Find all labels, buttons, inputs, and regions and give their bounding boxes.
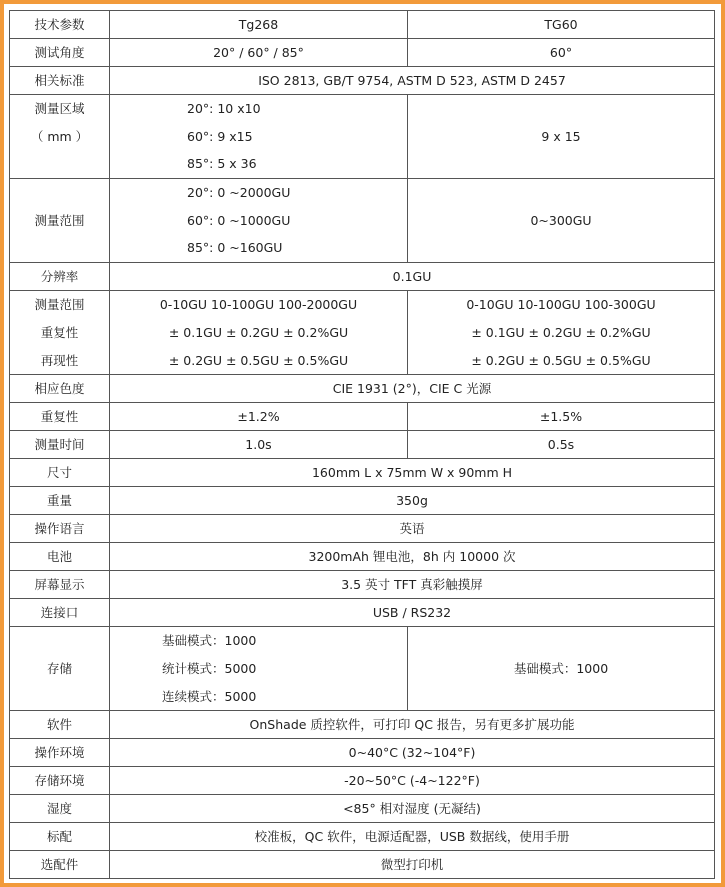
- standard-value: ISO 2813, GB/T 9754, ASTM D 523, ASTM D 2457: [110, 67, 715, 95]
- repeat-a: [110, 291, 408, 375]
- table-row-humidity: [10, 795, 715, 823]
- optional-label: 选配件: [10, 851, 110, 879]
- repeat-label-line-1: 测量范围: [34, 297, 85, 313]
- standard-label: 相关标准: [10, 67, 110, 95]
- table-row-header: [10, 11, 715, 39]
- storage-a-line-1: 基础模式：1000: [162, 633, 257, 649]
- table-row-resolution: [10, 263, 715, 291]
- header-model-a: Tg268: [110, 11, 408, 39]
- table-row-software: [10, 711, 715, 739]
- port-value: USB / RS232: [110, 599, 715, 627]
- table-row-standard: [10, 67, 715, 95]
- range-a: [110, 179, 408, 263]
- repeat-a-line-1: 0-10GU 10-100GU 100-2000GU: [159, 297, 358, 313]
- area-label-line-1: 测量区域: [34, 101, 85, 116]
- repeatability-a: ±1.2%: [110, 403, 408, 431]
- software-value: OnShade 质控软件，可打印 QC 报告，另有更多扩展功能: [110, 711, 715, 739]
- table-row-repeatability: [10, 403, 715, 431]
- repeat-b: [408, 291, 715, 375]
- range-a-line-2: 60°: 0 ~1000GU: [187, 212, 291, 228]
- battery-value: 3200mAh 锂电池，8h 内 10000 次: [110, 543, 715, 571]
- software-label: 软件: [10, 711, 110, 739]
- storage-label: 存储: [10, 627, 110, 711]
- area-a: [110, 95, 408, 179]
- range-b: 0~300GU: [408, 179, 715, 263]
- standard-acc-label: 标配: [10, 823, 110, 851]
- op-env-value: 0~40°C (32~104°F): [110, 739, 715, 767]
- table-row-color: [10, 375, 715, 403]
- table-row-battery: [10, 543, 715, 571]
- repeat-label: [10, 291, 110, 375]
- standard-acc-value: 校准板，QC 软件，电源适配器，USB 数据线，使用手册: [110, 823, 715, 851]
- storage-b: 基础模式：1000: [408, 627, 715, 711]
- screen-value: 3.5 英寸 TFT 真彩触摸屏: [110, 571, 715, 599]
- port-label: 连接口: [10, 599, 110, 627]
- language-value: 英语: [110, 515, 715, 543]
- table-row-time: [10, 431, 715, 459]
- storage-a-line-3: 连续模式：5000: [162, 688, 257, 704]
- table-row-storage: [10, 627, 715, 711]
- area-a-line-3: 85°: 5 x 36: [187, 156, 257, 172]
- table-row-language: [10, 515, 715, 543]
- storage-a-line-2: 统计模式：5000: [162, 660, 257, 676]
- area-label: [10, 95, 110, 179]
- time-b: 0.5s: [408, 431, 715, 459]
- repeat-label-line-3: 再现性: [40, 352, 79, 368]
- range-a-line-1: 20°: 0 ~2000GU: [187, 185, 291, 201]
- range-label: 测量范围: [10, 179, 110, 263]
- table-row-weight: [10, 487, 715, 515]
- spec-table: [9, 10, 715, 879]
- area-a-line-1: 20°: 10 x10: [187, 101, 261, 116]
- screen-label: 屏幕显示: [10, 571, 110, 599]
- angle-a: 20° / 60° / 85°: [110, 39, 408, 67]
- store-env-label: 存储环境: [10, 767, 110, 795]
- area-a-line-2: 60°: 9 x15: [187, 128, 253, 144]
- resolution-value: 0.1GU: [110, 263, 715, 291]
- area-b: 9 x 15: [408, 95, 715, 179]
- color-value: CIE 1931 (2°)，CIE C 光源: [110, 375, 715, 403]
- time-label: 测量时间: [10, 431, 110, 459]
- repeat-label-line-2: 重复性: [40, 324, 79, 340]
- table-row-screen: [10, 571, 715, 599]
- table-row-standard-acc: [10, 823, 715, 851]
- battery-label: 电池: [10, 543, 110, 571]
- repeat-b-line-1: 0-10GU 10-100GU 100-300GU: [466, 297, 656, 313]
- weight-label: 重量: [10, 487, 110, 515]
- area-label-line-2: （ mm ）: [30, 128, 89, 144]
- language-label: 操作语言: [10, 515, 110, 543]
- table-row-area: [10, 95, 715, 179]
- storage-a: [110, 627, 408, 711]
- repeatability-label: 重复性: [10, 403, 110, 431]
- repeat-b-line-2: ± 0.1GU ± 0.2GU ± 0.2%GU: [471, 324, 651, 340]
- repeat-b-line-3: ± 0.2GU ± 0.5GU ± 0.5%GU: [471, 352, 651, 368]
- repeat-a-line-3: ± 0.2GU ± 0.5GU ± 0.5%GU: [168, 352, 349, 368]
- table-row-angle: [10, 39, 715, 67]
- color-label: 相应色度: [10, 375, 110, 403]
- size-label: 尺寸: [10, 459, 110, 487]
- table-row-port: [10, 599, 715, 627]
- humidity-label: 湿度: [10, 795, 110, 823]
- angle-b: 60°: [408, 39, 715, 67]
- table-row-op-env: [10, 739, 715, 767]
- table-row-optional: [10, 851, 715, 879]
- header-model-b: TG60: [408, 11, 715, 39]
- size-value: 160mm L x 75mm W x 90mm H: [110, 459, 715, 487]
- table-row-size: [10, 459, 715, 487]
- repeat-a-line-2: ± 0.1GU ± 0.2GU ± 0.2%GU: [168, 324, 349, 340]
- time-a: 1.0s: [110, 431, 408, 459]
- header-label: 技术参数: [10, 11, 110, 39]
- range-a-line-3: 85°: 0 ~160GU: [187, 240, 283, 256]
- optional-value: 微型打印机: [110, 851, 715, 879]
- op-env-label: 操作环境: [10, 739, 110, 767]
- angle-label: 测试角度: [10, 39, 110, 67]
- table-row-store-env: [10, 767, 715, 795]
- humidity-value: <85° 相对湿度 (无凝结): [110, 795, 715, 823]
- weight-value: 350g: [110, 487, 715, 515]
- table-row-range: [10, 179, 715, 263]
- store-env-value: -20~50°C (-4~122°F): [110, 767, 715, 795]
- resolution-label: 分辨率: [10, 263, 110, 291]
- repeatability-b: ±1.5%: [408, 403, 715, 431]
- table-row-repeat: [10, 291, 715, 375]
